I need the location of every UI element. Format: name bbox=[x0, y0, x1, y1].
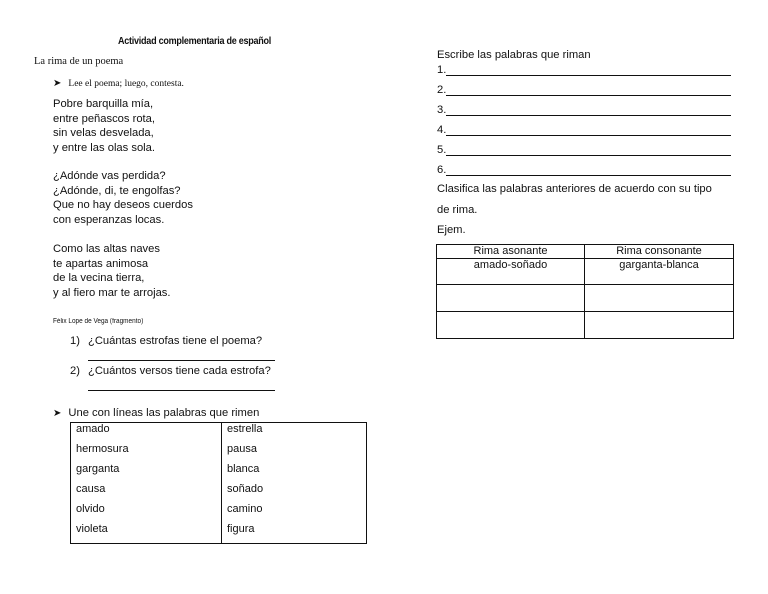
line-number: 5. bbox=[437, 144, 447, 156]
poem-stanza-3 bbox=[53, 242, 171, 300]
line-number: 2. bbox=[437, 84, 447, 96]
match-word-right[interactable]: blanca bbox=[222, 463, 367, 483]
answer-line-rhyme-6[interactable] bbox=[446, 175, 731, 176]
arrow-bullet-icon: ➤ bbox=[53, 78, 62, 89]
poem-verse: ¿Adónde, di, te engolfas? bbox=[53, 184, 181, 197]
answer-line-rhyme-4[interactable] bbox=[446, 135, 731, 136]
poem-verse: con esperanzas locas. bbox=[53, 213, 165, 226]
poem-verse: Que no hay deseos cuerdos bbox=[53, 199, 193, 212]
answer-line-rhyme-1[interactable] bbox=[446, 75, 731, 76]
poem-verse: te apartas animosa bbox=[53, 257, 149, 270]
table-row bbox=[71, 463, 367, 483]
table-row bbox=[437, 259, 734, 285]
table-row bbox=[437, 285, 734, 312]
read-instruction bbox=[53, 78, 184, 89]
poem-stanza-2 bbox=[53, 169, 193, 227]
table-row bbox=[71, 523, 367, 544]
match-word-left[interactable]: olvido bbox=[71, 503, 222, 523]
answer-line-2[interactable] bbox=[88, 390, 275, 391]
poem-stanza-1 bbox=[53, 97, 155, 155]
poem-verse: sin velas desvelada, bbox=[53, 127, 154, 140]
answer-line-1[interactable] bbox=[88, 360, 275, 361]
line-number: 6. bbox=[437, 164, 447, 176]
join-instruction-text: Une con líneas las palabras que rimen bbox=[68, 407, 260, 419]
numbered-line-4 bbox=[437, 124, 446, 136]
table-row bbox=[437, 312, 734, 339]
table-row bbox=[71, 443, 367, 463]
answer-line-rhyme-3[interactable] bbox=[446, 115, 731, 116]
question-text: ¿Cuántos versos tiene cada estrofa? bbox=[88, 365, 271, 377]
answer-line-rhyme-2[interactable] bbox=[446, 95, 731, 96]
numbered-line-2 bbox=[437, 84, 446, 96]
line-number: 1. bbox=[437, 64, 447, 76]
classify-instruction-line-2: de rima. bbox=[437, 204, 478, 216]
question-1 bbox=[70, 335, 262, 347]
question-2 bbox=[70, 365, 271, 377]
worksheet-title: Actividad complementaria de español bbox=[118, 35, 272, 47]
match-word-left[interactable]: hermosura bbox=[71, 443, 222, 463]
poem-verse: entre peñascos rota, bbox=[53, 112, 155, 125]
example-label: Ejem. bbox=[437, 224, 466, 236]
match-word-right[interactable]: estrella bbox=[222, 423, 367, 444]
match-word-right[interactable]: camino bbox=[222, 503, 367, 523]
table-header-row bbox=[437, 245, 734, 259]
worksheet-subtitle: La rima de un poema bbox=[34, 56, 124, 67]
arrow-bullet-icon: ➤ bbox=[53, 408, 62, 419]
poem-verse: ¿Adónde vas perdida? bbox=[53, 170, 166, 182]
question-number: 1) bbox=[70, 335, 80, 347]
write-words-instruction: Escribe las palabras que riman bbox=[437, 49, 591, 61]
match-word-left[interactable]: amado bbox=[71, 423, 222, 444]
match-word-right[interactable]: soñado bbox=[222, 483, 367, 503]
numbered-line-1 bbox=[437, 64, 446, 76]
column-header-consonante: Rima consonante bbox=[585, 245, 734, 259]
empty-cell-asonante[interactable] bbox=[437, 312, 585, 339]
word-match-table bbox=[70, 422, 367, 544]
poem-verse: Pobre barquilla mía, bbox=[53, 98, 154, 110]
example-consonante: garganta-blanca bbox=[585, 259, 734, 285]
match-word-left[interactable]: violeta bbox=[71, 523, 222, 544]
poem-verse: de la vecina tierra, bbox=[53, 272, 145, 285]
rhyme-classification-table bbox=[436, 244, 734, 339]
classify-instruction-line-1: Clasifica las palabras anteriores de acuerdo con su tipo bbox=[437, 183, 712, 195]
table-row bbox=[71, 423, 367, 444]
match-word-left[interactable]: garganta bbox=[71, 463, 222, 483]
line-number: 4. bbox=[437, 124, 447, 136]
join-instruction bbox=[53, 407, 259, 419]
numbered-line-6 bbox=[437, 164, 446, 176]
match-word-right[interactable]: figura bbox=[222, 523, 367, 544]
table-row bbox=[71, 503, 367, 523]
read-instruction-text: Lee el poema; luego, contesta. bbox=[68, 79, 184, 89]
empty-cell-consonante[interactable] bbox=[585, 285, 734, 312]
numbered-line-5 bbox=[437, 144, 446, 156]
poem-author: Félix Lope de Vega (fragmento) bbox=[53, 318, 144, 325]
empty-cell-asonante[interactable] bbox=[437, 285, 585, 312]
column-header-asonante: Rima asonante bbox=[437, 245, 585, 259]
answer-line-rhyme-5[interactable] bbox=[446, 155, 731, 156]
match-word-right[interactable]: pausa bbox=[222, 443, 367, 463]
question-number: 2) bbox=[70, 365, 80, 377]
example-asonante: amado-soñado bbox=[437, 259, 585, 285]
empty-cell-consonante[interactable] bbox=[585, 312, 734, 339]
numbered-line-3 bbox=[437, 104, 446, 116]
match-word-left[interactable]: causa bbox=[71, 483, 222, 503]
question-text: ¿Cuántas estrofas tiene el poema? bbox=[88, 335, 263, 347]
poem-verse: Como las altas naves bbox=[53, 243, 160, 255]
poem-verse: y al fiero mar te arrojas. bbox=[53, 286, 171, 299]
line-number: 3. bbox=[437, 104, 447, 116]
poem-verse: y entre las olas sola. bbox=[53, 141, 155, 154]
table-row bbox=[71, 483, 367, 503]
